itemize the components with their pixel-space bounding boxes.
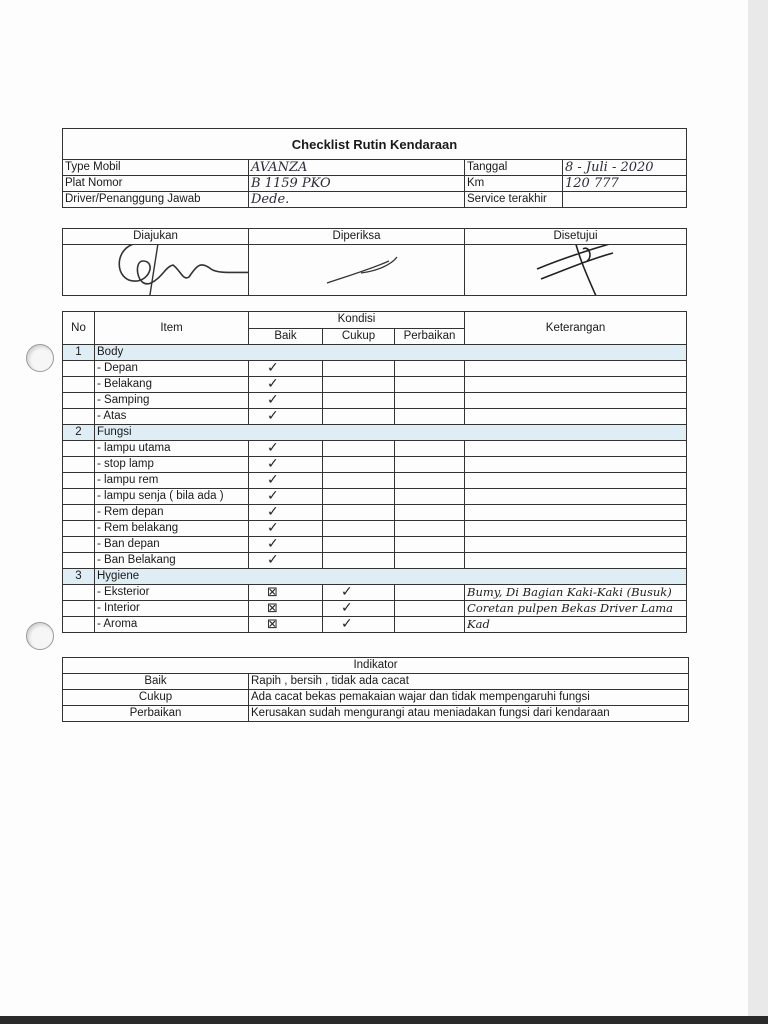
perbaikan-mark	[395, 441, 465, 457]
baik-mark: ⊠	[249, 601, 323, 617]
section-row	[63, 425, 687, 441]
cukup-mark	[323, 505, 395, 521]
perbaikan-mark	[395, 553, 465, 569]
driver-label: Driver/Penanggung Jawab	[63, 192, 249, 208]
baik-mark: ✓	[249, 393, 323, 409]
item-no	[63, 473, 95, 489]
keterangan-note	[465, 537, 687, 553]
tanggal-label: Tanggal	[465, 160, 563, 176]
item-no	[63, 601, 95, 617]
item-label: - Rem belakang	[95, 521, 249, 537]
item-no	[63, 409, 95, 425]
item-no	[63, 537, 95, 553]
item-label: - Aroma	[95, 617, 249, 633]
item-no	[63, 393, 95, 409]
item-label: - Eksterior	[95, 585, 249, 601]
indikator-table	[62, 657, 689, 722]
item-label: - Belakang	[95, 377, 249, 393]
item-label: - lampu utama	[95, 441, 249, 457]
item-no	[63, 361, 95, 377]
checklist-item-row	[63, 585, 687, 601]
indikator-label: Cukup	[63, 690, 249, 706]
item-label: - Interior	[95, 601, 249, 617]
km-label: Km	[465, 176, 563, 192]
cukup-mark	[323, 521, 395, 537]
perbaikan-mark	[395, 617, 465, 633]
plat-nomor-label: Plat Nomor	[63, 176, 249, 192]
checklist-item-row	[63, 489, 687, 505]
section-no: 3	[63, 569, 95, 585]
perbaikan-mark	[395, 601, 465, 617]
keterangan-note	[465, 457, 687, 473]
plat-nomor-value: B 1159 PKO	[249, 176, 465, 192]
item-no	[63, 521, 95, 537]
section-no: 1	[63, 345, 95, 361]
section-name: Body	[95, 345, 687, 361]
item-label: - Atas	[95, 409, 249, 425]
item-no	[63, 553, 95, 569]
item-label: - Samping	[95, 393, 249, 409]
item-no	[63, 505, 95, 521]
cukup-mark	[323, 377, 395, 393]
item-no	[63, 617, 95, 633]
perbaikan-mark	[395, 473, 465, 489]
perbaikan-mark	[395, 393, 465, 409]
keterangan-note	[465, 521, 687, 537]
checklist-table	[62, 311, 687, 633]
perbaikan-mark	[395, 409, 465, 425]
cukup-mark	[323, 537, 395, 553]
type-mobil-label: Type Mobil	[63, 160, 249, 176]
baik-mark: ✓	[249, 489, 323, 505]
perbaikan-mark	[395, 537, 465, 553]
cukup-mark	[323, 393, 395, 409]
col-no: No	[63, 312, 95, 345]
checklist-item-row	[63, 553, 687, 569]
perbaikan-mark	[395, 361, 465, 377]
diperiksa-signature	[249, 245, 465, 296]
keterangan-note	[465, 377, 687, 393]
keterangan-note	[465, 361, 687, 377]
checklist-item-row	[63, 473, 687, 489]
cukup-mark: ✓	[323, 585, 395, 601]
indikator-label: Perbaikan	[63, 706, 249, 722]
diajukan-label: Diajukan	[63, 229, 249, 245]
keterangan-note	[465, 473, 687, 489]
item-no	[63, 585, 95, 601]
baik-mark: ✓	[249, 377, 323, 393]
keterangan-note: Coretan pulpen Bekas Driver Lama	[465, 601, 687, 617]
baik-mark: ✓	[249, 441, 323, 457]
col-cukup: Cukup	[323, 328, 395, 345]
section-row	[63, 345, 687, 361]
col-perbaikan: Perbaikan	[395, 328, 465, 345]
tanggal-value: 8 - Juli - 2020	[563, 160, 687, 176]
col-baik: Baik	[249, 328, 323, 345]
baik-mark: ⊠	[249, 585, 323, 601]
section-no: 2	[63, 425, 95, 441]
cukup-mark: ✓	[323, 617, 395, 633]
baik-mark: ✓	[249, 553, 323, 569]
baik-mark: ⊠	[249, 617, 323, 633]
type-mobil-value: AVANZA	[249, 160, 465, 176]
indikator-desc: Rapih , bersih , tidak ada cacat	[249, 674, 689, 690]
perbaikan-mark	[395, 585, 465, 601]
item-label: - stop lamp	[95, 457, 249, 473]
col-item: Item	[95, 312, 249, 345]
cukup-mark	[323, 457, 395, 473]
baik-mark: ✓	[249, 457, 323, 473]
checklist-item-row	[63, 409, 687, 425]
indikator-desc: Kerusakan sudah mengurangi atau meniadakan fungsi dari kendaraan	[249, 706, 689, 722]
scan-border	[0, 1016, 768, 1024]
diajukan-signature	[63, 245, 249, 296]
item-label: - Ban depan	[95, 537, 249, 553]
cukup-mark	[323, 473, 395, 489]
checklist-item-row	[63, 393, 687, 409]
approval-table	[62, 228, 687, 296]
indikator-desc: Ada cacat bekas pemakaian wajar dan tidak mempengaruhi fungsi	[249, 690, 689, 706]
checklist-item-row	[63, 361, 687, 377]
keterangan-note: Kad	[465, 617, 687, 633]
form-title: Checklist Rutin Kendaraan	[63, 129, 687, 160]
baik-mark: ✓	[249, 537, 323, 553]
paper-edge	[748, 0, 768, 1016]
keterangan-note	[465, 489, 687, 505]
vehicle-info-table	[62, 128, 687, 208]
checklist-item-row	[63, 377, 687, 393]
cukup-mark	[323, 489, 395, 505]
checklist-item-row	[63, 505, 687, 521]
driver-value: Dede.	[249, 192, 465, 208]
baik-mark: ✓	[249, 361, 323, 377]
section-name: Fungsi	[95, 425, 687, 441]
checklist-item-row	[63, 521, 687, 537]
cukup-mark: ✓	[323, 601, 395, 617]
checklist-item-row	[63, 601, 687, 617]
item-label: - lampu rem	[95, 473, 249, 489]
cukup-mark	[323, 361, 395, 377]
checklist-item-row	[63, 441, 687, 457]
baik-mark: ✓	[249, 505, 323, 521]
col-kondisi: Kondisi	[249, 312, 465, 329]
service-label: Service terakhir	[465, 192, 563, 208]
checklist-rows	[63, 345, 687, 633]
punch-hole-top	[26, 344, 54, 372]
baik-mark: ✓	[249, 409, 323, 425]
perbaikan-mark	[395, 521, 465, 537]
keterangan-note	[465, 553, 687, 569]
keterangan-note: Bumy, Di Bagian Kaki-Kaki (Busuk)	[465, 585, 687, 601]
item-no	[63, 377, 95, 393]
cukup-mark	[323, 409, 395, 425]
diperiksa-label: Diperiksa	[249, 229, 465, 245]
checklist-item-row	[63, 537, 687, 553]
baik-mark: ✓	[249, 473, 323, 489]
section-name: Hygiene	[95, 569, 687, 585]
item-label: - Rem depan	[95, 505, 249, 521]
cukup-mark	[323, 441, 395, 457]
item-no	[63, 489, 95, 505]
section-row	[63, 569, 687, 585]
keterangan-note	[465, 505, 687, 521]
keterangan-note	[465, 441, 687, 457]
perbaikan-mark	[395, 505, 465, 521]
item-label: - Ban Belakang	[95, 553, 249, 569]
disetujui-signature	[465, 245, 687, 296]
item-label: - lampu senja ( bila ada )	[95, 489, 249, 505]
checklist-item-row	[63, 617, 687, 633]
keterangan-note	[465, 409, 687, 425]
baik-mark: ✓	[249, 521, 323, 537]
punch-hole-bottom	[26, 622, 54, 650]
perbaikan-mark	[395, 377, 465, 393]
indikator-title: Indikator	[63, 658, 689, 674]
km-value: 120 777	[563, 176, 687, 192]
disetujui-label: Disetujui	[465, 229, 687, 245]
cukup-mark	[323, 553, 395, 569]
col-keterangan: Keterangan	[465, 312, 687, 345]
item-no	[63, 457, 95, 473]
checklist-item-row	[63, 457, 687, 473]
item-label: - Depan	[95, 361, 249, 377]
indikator-label: Baik	[63, 674, 249, 690]
item-no	[63, 441, 95, 457]
service-value	[563, 192, 687, 208]
keterangan-note	[465, 393, 687, 409]
perbaikan-mark	[395, 457, 465, 473]
perbaikan-mark	[395, 489, 465, 505]
